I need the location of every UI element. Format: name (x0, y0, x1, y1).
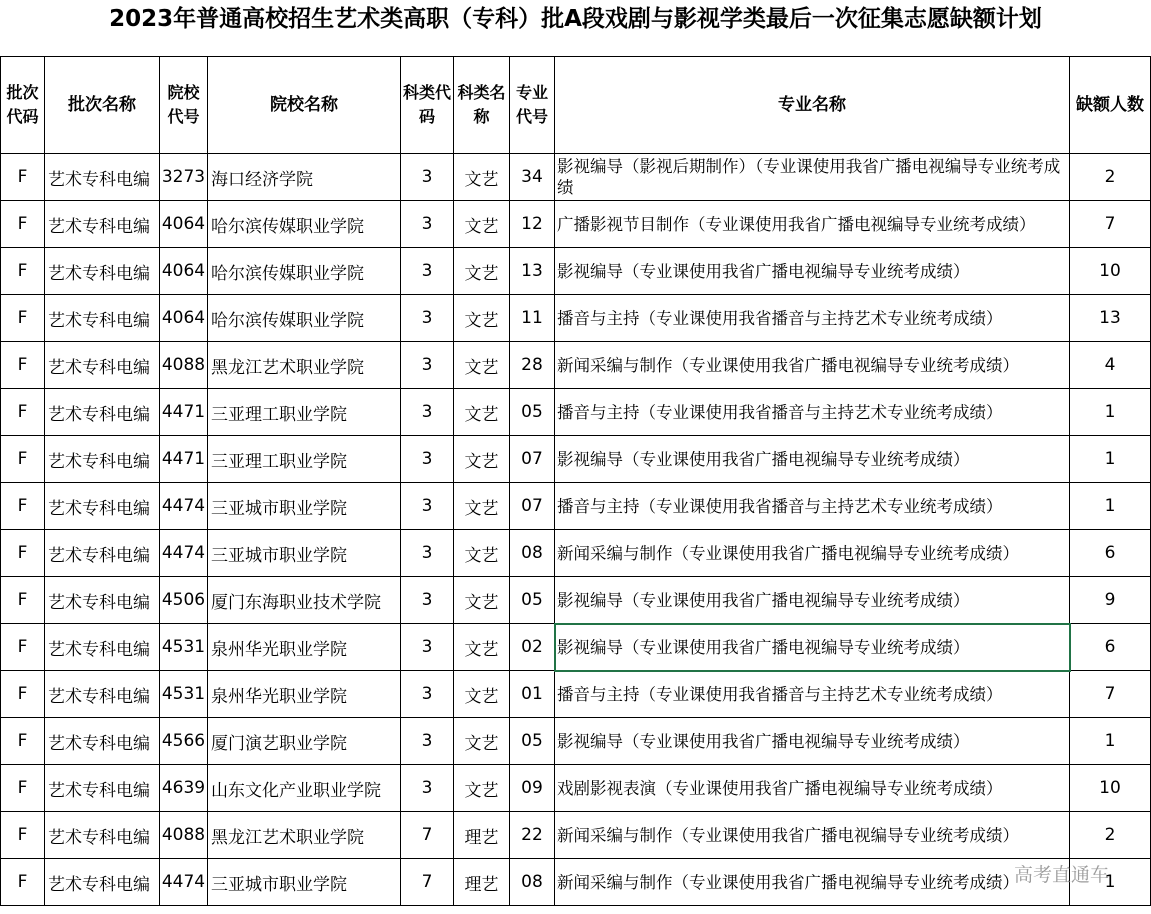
cell-subject-name[interactable]: 文艺 (454, 577, 510, 624)
cell-school-code[interactable]: 4566 (160, 718, 208, 765)
cell-school-code[interactable]: 4088 (160, 342, 208, 389)
cell-major-code[interactable]: 05 (510, 718, 555, 765)
cell-vacancy[interactable]: 9 (1070, 577, 1151, 624)
watermark: 高考直通车 (1014, 864, 1110, 886)
cell-school-name[interactable]: 三亚城市职业学院 (208, 530, 401, 577)
cell-batch-code[interactable]: F (1, 342, 45, 389)
cell-school-name[interactable]: 泉州华光职业学院 (208, 671, 401, 718)
header-batch-code[interactable]: 批次代码 (1, 57, 45, 154)
cell-vacancy[interactable]: 7 (1070, 671, 1151, 718)
cell-vacancy[interactable]: 2 (1070, 154, 1151, 201)
cell-subject-name[interactable]: 文艺 (454, 248, 510, 295)
cell-major-name[interactable]: 影视编导（影视后期制作）（专业课使用我省广播电视编导专业统考成绩 (555, 154, 1070, 201)
cell-batch-code[interactable]: F (1, 765, 45, 812)
cell-major-name[interactable]: 广播影视节目制作（专业课使用我省广播电视编导专业统考成绩） (555, 201, 1070, 248)
cell-school-code[interactable]: 4474 (160, 483, 208, 530)
header-row (1, 57, 1151, 154)
cell-major-name[interactable]: 影视编导（专业课使用我省广播电视编导专业统考成绩） (555, 436, 1070, 483)
cell-subject-name[interactable]: 文艺 (454, 436, 510, 483)
table-row (1, 859, 1151, 906)
cell-major-code[interactable]: 02 (510, 624, 555, 671)
cell-subject-code[interactable]: 3 (401, 718, 454, 765)
cell-vacancy[interactable]: 2 (1070, 812, 1151, 859)
header-major-code[interactable]: 专业代号 (510, 57, 555, 154)
cell-school-code[interactable]: 4531 (160, 624, 208, 671)
cell-batch-code[interactable]: F (1, 671, 45, 718)
cell-school-name[interactable]: 海口经济学院 (208, 154, 401, 201)
cell-subject-name[interactable]: 理艺 (454, 812, 510, 859)
cell-vacancy[interactable]: 1 (1070, 389, 1151, 436)
cell-subject-name[interactable]: 文艺 (454, 624, 510, 671)
cell-school-code[interactable]: 4064 (160, 248, 208, 295)
cell-batch-name[interactable]: 艺术专科电编 (45, 248, 160, 295)
cell-major-code[interactable]: 28 (510, 342, 555, 389)
cell-major-name[interactable]: 影视编导（专业课使用我省广播电视编导专业统考成绩） (555, 624, 1070, 671)
cell-major-name[interactable]: 播音与主持（专业课使用我省播音与主持艺术专业统考成绩） (555, 671, 1070, 718)
cell-subject-code[interactable]: 7 (401, 812, 454, 859)
header-batch-name[interactable]: 批次名称 (45, 57, 160, 154)
cell-school-name[interactable]: 山东文化产业职业学院 (208, 765, 401, 812)
table-row (1, 342, 1151, 389)
cell-batch-name[interactable]: 艺术专科电编 (45, 389, 160, 436)
cell-batch-name[interactable]: 艺术专科电编 (45, 812, 160, 859)
cell-vacancy[interactable]: 6 (1070, 624, 1151, 671)
cell-school-code[interactable]: 4471 (160, 436, 208, 483)
cell-batch-name[interactable]: 艺术专科电编 (45, 577, 160, 624)
cell-subject-code[interactable]: 3 (401, 248, 454, 295)
cell-school-code[interactable]: 4474 (160, 859, 208, 906)
cell-major-code[interactable]: 01 (510, 671, 555, 718)
cell-subject-code[interactable]: 3 (401, 624, 454, 671)
cell-subject-code[interactable]: 3 (401, 154, 454, 201)
cell-subject-name[interactable]: 文艺 (454, 765, 510, 812)
table-row (1, 718, 1151, 765)
cell-subject-code[interactable]: 3 (401, 436, 454, 483)
cell-major-name[interactable]: 影视编导（专业课使用我省广播电视编导专业统考成绩） (555, 718, 1070, 765)
cell-subject-name[interactable]: 文艺 (454, 671, 510, 718)
table-row (1, 812, 1151, 859)
cell-subject-name[interactable]: 文艺 (454, 389, 510, 436)
cell-major-name[interactable]: 影视编导（专业课使用我省广播电视编导专业统考成绩） (555, 577, 1070, 624)
cell-subject-name[interactable]: 文艺 (454, 201, 510, 248)
cell-major-code[interactable]: 05 (510, 577, 555, 624)
cell-major-name[interactable]: 影视编导（专业课使用我省广播电视编导专业统考成绩） (555, 248, 1070, 295)
cell-batch-name[interactable]: 艺术专科电编 (45, 201, 160, 248)
cell-batch-code[interactable]: F (1, 859, 45, 906)
cell-major-name[interactable]: 新闻采编与制作（专业课使用我省广播电视编导专业统考成绩） (555, 342, 1070, 389)
cell-school-code[interactable]: 4088 (160, 812, 208, 859)
cell-school-name[interactable]: 哈尔滨传媒职业学院 (208, 295, 401, 342)
cell-vacancy[interactable]: 1 (1070, 436, 1151, 483)
cell-vacancy[interactable]: 6 (1070, 530, 1151, 577)
cell-major-name[interactable]: 戏剧影视表演（专业课使用我省广播电视编导专业统考成绩） (555, 765, 1070, 812)
cell-major-name[interactable]: 新闻采编与制作（专业课使用我省广播电视编导专业统考成绩） (555, 859, 1070, 906)
cell-batch-name[interactable]: 艺术专科电编 (45, 530, 160, 577)
table-row (1, 389, 1151, 436)
cell-major-name[interactable]: 新闻采编与制作（专业课使用我省广播电视编导专业统考成绩） (555, 530, 1070, 577)
table-row (1, 765, 1151, 812)
cell-school-code[interactable]: 4064 (160, 201, 208, 248)
cell-school-name[interactable]: 三亚理工职业学院 (208, 436, 401, 483)
cell-vacancy[interactable]: 10 (1070, 248, 1151, 295)
header-school-code[interactable]: 院校代号 (160, 57, 208, 154)
cell-batch-code[interactable]: F (1, 483, 45, 530)
cell-subject-code[interactable]: 3 (401, 201, 454, 248)
cell-batch-code[interactable]: F (1, 295, 45, 342)
cell-batch-code[interactable]: F (1, 577, 45, 624)
cell-major-code[interactable]: 12 (510, 201, 555, 248)
table-row (1, 248, 1151, 295)
table-row (1, 671, 1151, 718)
cell-subject-code[interactable]: 3 (401, 295, 454, 342)
cell-school-code[interactable]: 4471 (160, 389, 208, 436)
cell-school-code[interactable]: 4064 (160, 295, 208, 342)
vacancy-table (0, 56, 1151, 906)
cell-batch-name[interactable]: 艺术专科电编 (45, 342, 160, 389)
cell-subject-code[interactable]: 3 (401, 530, 454, 577)
header-subject-name[interactable]: 科类名称 (454, 57, 510, 154)
cell-vacancy[interactable]: 4 (1070, 342, 1151, 389)
cell-subject-code[interactable]: 3 (401, 671, 454, 718)
cell-school-name[interactable]: 哈尔滨传媒职业学院 (208, 248, 401, 295)
cell-batch-code[interactable]: F (1, 154, 45, 201)
header-vacancy[interactable]: 缺额人数 (1070, 57, 1151, 154)
table-row (1, 483, 1151, 530)
cell-major-code[interactable]: 05 (510, 389, 555, 436)
cell-major-code[interactable]: 34 (510, 154, 555, 201)
cell-school-name[interactable]: 三亚城市职业学院 (208, 483, 401, 530)
header-subject-code[interactable]: 科类代码 (401, 57, 454, 154)
cell-school-name[interactable]: 黑龙江艺术职业学院 (208, 342, 401, 389)
table-row (1, 295, 1151, 342)
cell-batch-name[interactable]: 艺术专科电编 (45, 718, 160, 765)
cell-major-code[interactable]: 08 (510, 859, 555, 906)
cell-vacancy[interactable]: 7 (1070, 201, 1151, 248)
header-major-name[interactable]: 专业名称 (555, 57, 1070, 154)
cell-school-name[interactable]: 黑龙江艺术职业学院 (208, 812, 401, 859)
table-row (1, 201, 1151, 248)
cell-batch-code[interactable]: F (1, 624, 45, 671)
cell-school-name[interactable]: 哈尔滨传媒职业学院 (208, 201, 401, 248)
cell-school-name[interactable]: 三亚城市职业学院 (208, 859, 401, 906)
cell-batch-name[interactable]: 艺术专科电编 (45, 765, 160, 812)
cell-subject-name[interactable]: 文艺 (454, 483, 510, 530)
cell-batch-name[interactable]: 艺术专科电编 (45, 436, 160, 483)
cell-subject-name[interactable]: 文艺 (454, 154, 510, 201)
cell-batch-name[interactable]: 艺术专科电编 (45, 154, 160, 201)
cell-subject-code[interactable]: 3 (401, 389, 454, 436)
cell-school-code[interactable]: 3273 (160, 154, 208, 201)
cell-vacancy[interactable]: 1 (1070, 483, 1151, 530)
cell-batch-code[interactable]: F (1, 248, 45, 295)
cell-school-name[interactable]: 三亚理工职业学院 (208, 389, 401, 436)
table-row (1, 436, 1151, 483)
cell-major-code[interactable]: 09 (510, 765, 555, 812)
cell-batch-name[interactable]: 艺术专科电编 (45, 859, 160, 906)
cell-subject-name[interactable]: 理艺 (454, 859, 510, 906)
cell-batch-name[interactable]: 艺术专科电编 (45, 295, 160, 342)
cell-major-name[interactable]: 新闻采编与制作（专业课使用我省广播电视编导专业统考成绩） (555, 812, 1070, 859)
cell-subject-name[interactable]: 文艺 (454, 342, 510, 389)
cell-batch-code[interactable]: F (1, 201, 45, 248)
cell-school-name[interactable]: 厦门演艺职业学院 (208, 718, 401, 765)
cell-major-code[interactable]: 07 (510, 483, 555, 530)
cell-vacancy[interactable]: 13 (1070, 295, 1151, 342)
cell-school-code[interactable]: 4531 (160, 671, 208, 718)
cell-major-code[interactable]: 11 (510, 295, 555, 342)
cell-subject-code[interactable]: 7 (401, 859, 454, 906)
table-row (1, 577, 1151, 624)
cell-major-name[interactable]: 播音与主持（专业课使用我省播音与主持艺术专业统考成绩） (555, 483, 1070, 530)
cell-major-code[interactable]: 08 (510, 530, 555, 577)
table-row (1, 530, 1151, 577)
cell-batch-name[interactable]: 艺术专科电编 (45, 483, 160, 530)
cell-batch-code[interactable]: F (1, 436, 45, 483)
cell-subject-code[interactable]: 3 (401, 765, 454, 812)
cell-school-code[interactable]: 4474 (160, 530, 208, 577)
cell-school-name[interactable]: 厦门东海职业技术学院 (208, 577, 401, 624)
cell-subject-code[interactable]: 3 (401, 577, 454, 624)
cell-batch-code[interactable]: F (1, 718, 45, 765)
cell-major-code[interactable]: 22 (510, 812, 555, 859)
cell-batch-name[interactable]: 艺术专科电编 (45, 671, 160, 718)
cell-school-code[interactable]: 4639 (160, 765, 208, 812)
table-row (1, 624, 1151, 671)
cell-batch-name[interactable]: 艺术专科电编 (45, 624, 160, 671)
cell-major-code[interactable]: 07 (510, 436, 555, 483)
cell-subject-name[interactable]: 文艺 (454, 530, 510, 577)
cell-subject-name[interactable]: 文艺 (454, 718, 510, 765)
cell-major-name[interactable]: 播音与主持（专业课使用我省播音与主持艺术专业统考成绩） (555, 389, 1070, 436)
cell-major-code[interactable]: 13 (510, 248, 555, 295)
cell-vacancy[interactable]: 1 (1070, 718, 1151, 765)
cell-vacancy[interactable]: 10 (1070, 765, 1151, 812)
page-title: 2023年普通高校招生艺术类高职（专科）批A段戏剧与影视学类最后一次征集志愿缺额计划 (109, 6, 1042, 32)
cell-school-name[interactable]: 泉州华光职业学院 (208, 624, 401, 671)
cell-subject-code[interactable]: 3 (401, 342, 454, 389)
cell-batch-code[interactable]: F (1, 389, 45, 436)
cell-subject-name[interactable]: 文艺 (454, 295, 510, 342)
cell-vacancy[interactable]: 1 (1070, 859, 1151, 906)
cell-batch-code[interactable]: F (1, 812, 45, 859)
cell-subject-code[interactable]: 3 (401, 483, 454, 530)
cell-school-code[interactable]: 4506 (160, 577, 208, 624)
cell-major-name[interactable]: 播音与主持（专业课使用我省播音与主持艺术专业统考成绩） (555, 295, 1070, 342)
header-school-name[interactable]: 院校名称 (208, 57, 401, 154)
cell-batch-code[interactable]: F (1, 530, 45, 577)
table-row (1, 154, 1151, 201)
